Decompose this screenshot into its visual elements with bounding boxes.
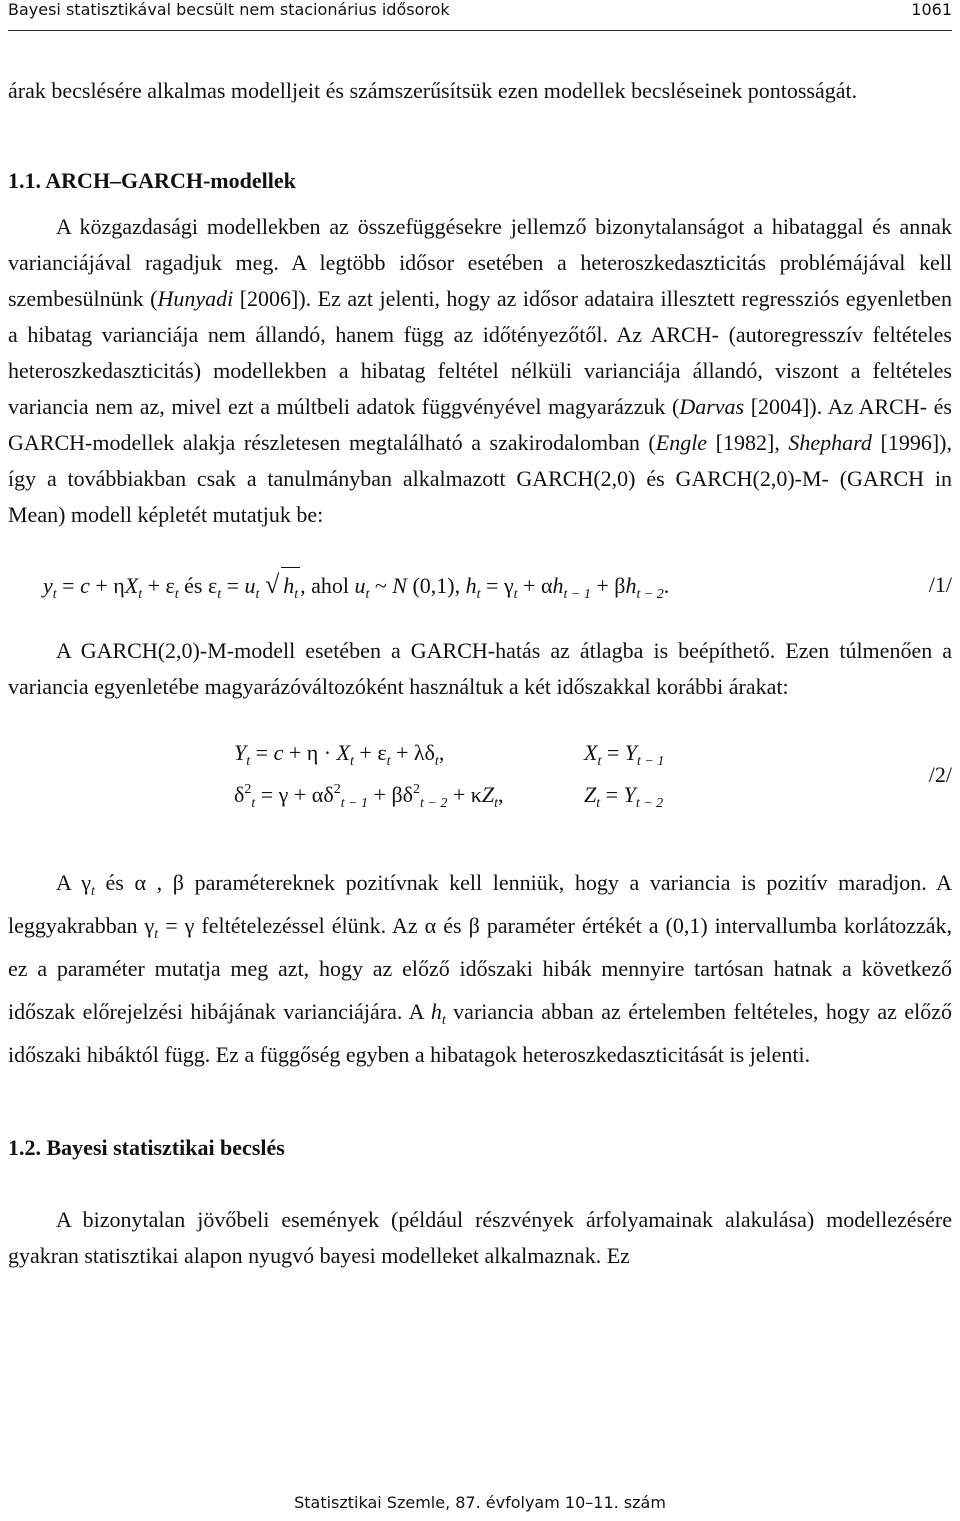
citation-engle: Engle [655, 430, 708, 455]
section-heading-arch-garch: 1.1. ARCH–GARCH-modellek [8, 168, 296, 193]
equation-2-line-1: $Y_t = c + \eta \cdot X_t + \varepsilon_t + \lambda\delta_t$, [234, 740, 445, 769]
page-number: 1061 [911, 0, 952, 19]
equation-1-number: /1/ [928, 572, 952, 597]
paragraph-parameters: A $\gamma_t$ és α , β paramétereknek pozitívnak kell lenniük, hogy a variancia is pozitív maradjon. A leggyakrabban $\gamma_t = \gamma$ feltételezéssel élünk. Az α és β paraméter értékét a (0,1) intervallumba korlátozzák, ez a paraméter mutatja meg azt, hogy az előző időszaki hibák mennyire tartósan hatnak a következő időszak előrejelzési hibájának varianciájára. A $h_t$ variancia abban az értelemben feltételes, hogy az előző időszaki hibáktól függ. Ez a függőség egyben a hibatagok heteroszkedaszticitását is jelenti. [8, 870, 952, 1067]
citation-darvas: Darvas [679, 394, 745, 419]
equation-2-number: /2/ [928, 762, 952, 787]
main-text [8, 73, 952, 1274]
paragraph-garch-m: A GARCH(2,0)-M-modell esetében a GARCH-hatás az átlagba is beépíthető. Ezen túlmenően a variancia egyenletébe magyarázóváltozóként használtuk a két időszakkal korábbi árakat: [8, 638, 952, 699]
equation-2-def-z: $Z_t = Y_{t - 2}$ [584, 782, 664, 811]
citation-shephard: Shephard [788, 430, 872, 455]
equation-1 [8, 557, 952, 611]
equation-2-def-x: $X_t = Y_{t - 1}$ [584, 740, 665, 769]
header-rule [8, 30, 952, 31]
paragraph-intro: árak becslésére alkalmas modelljeit és számszerűsítsük ezen modellek becsléseinek pontosságát. [8, 78, 858, 103]
paragraph-arch: A közgazdasági modellekben az összefüggésekre jellemző bizonytalanságot a hibataggal és annak varianciájával ragadjuk meg. A legtöbb idősor esetében a heteroszkedaszticitás problémájával kell szembesülnünk (Hunyadi [2006]). Ez azt jelenti, hogy az idősor adataira illesztett regressziós egyenletben a hibatag varianciája nem állandó, hanem függ az időtényezőtől. Az ARCH- (autoregresszív feltételes heteroszkedaszticitás) modellekben a hibatag feltétel nélküli varianciája állandó, viszont a feltételes variancia nem az, mivel ezt a múltbeli adatok függvényével magyarázzuk (Darvas [2004]). Az ARCH- és GARCH-modellek alakja részletesen megtalálható a szakirodalomban (Engle [1982], Shephard [1996]), így a továbbiakban csak a tanulmányban alkalmazott GARCH(2,0) és GARCH(2,0)-M- (GARCH in Mean) modell képletét mutatjuk be: [8, 214, 953, 527]
equation-2 [8, 735, 952, 825]
section-heading-bayes: 1.2. Bayesi statisztikai becslés [8, 1135, 285, 1160]
citation-hunyadi: Hunyadi [157, 286, 234, 311]
equation-2-line-2: $\delta^2_t = \gamma + \alpha\delta^2_{t - 1} + \beta\delta^2_{t - 2} + \kappa Z_t$, [234, 782, 504, 811]
running-header [8, 0, 952, 22]
paragraph-bayes: A bizonytalan jövőbeli események (például részvények árfolyamainak alakulása) modellezésére gyakran statisztikai alapon nyugvó bayesi modelleket alkalmaznak. Ez [8, 1207, 952, 1268]
running-footer: Statisztikai Szemle, 87. évfolyam 10–11. szám [294, 1493, 666, 1512]
running-title: Bayesi statisztikával becsült nem stacionárius idősorok [8, 0, 450, 19]
equation-1-formula: $y_t = c + \eta X_t + \varepsilon_t$ és $\varepsilon_t = u_t$ √ $h_t$, ahol $u_t$ ~ N (0,1), $h_t = \gamma_t + \alpha h_{t - 1} + \beta h_{t - 2}$. [43, 567, 669, 604]
